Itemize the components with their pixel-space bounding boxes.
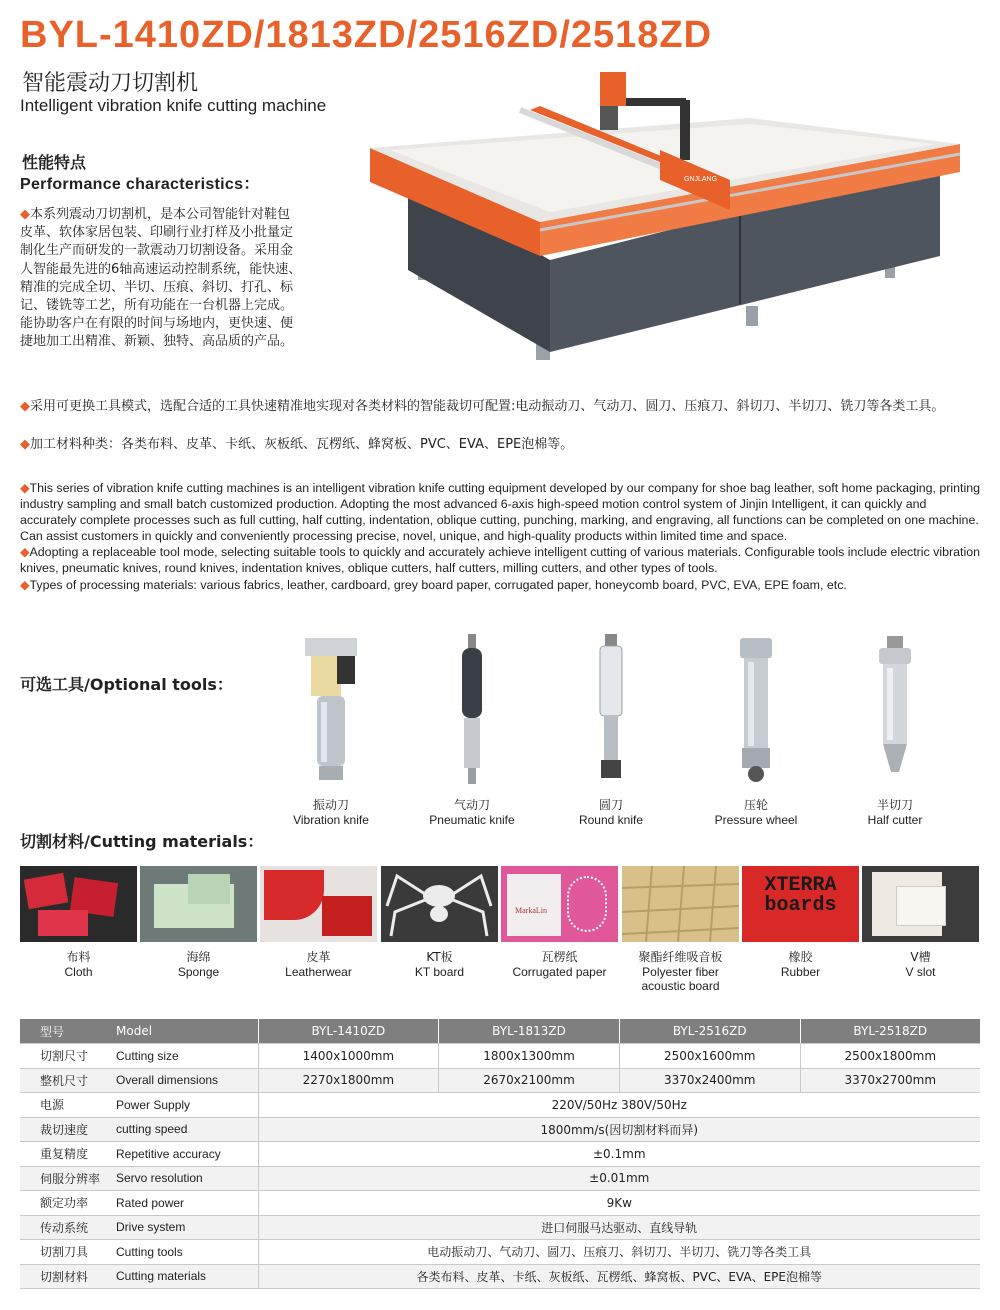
subtitle-chinese: 智能震动刀切割机 xyxy=(22,71,199,96)
table-row: 重复精度 Repetitive accuracy ±0.1mm xyxy=(20,1142,980,1167)
cn-paragraph-3: ◆加工材料种类：各类布料、皮革、卡纸、灰板纸、瓦楞纸、蜂窝板、PVC、EVA、EPE泡棉等。 xyxy=(20,437,574,452)
table-row: 整机尺寸 Overall dimensions 2270x1800mm 2670x2100mm 3370x2400mm 3370x2700mm xyxy=(20,1068,980,1093)
page-title: BYL-1410ZD/1813ZD/2516ZD/2518ZD xyxy=(20,14,713,56)
english-description xyxy=(20,480,982,593)
material-rubber: XTERRA boards 橡胶 Rubber xyxy=(742,866,859,979)
paper-image-text: MarkaLin xyxy=(515,906,547,915)
pneumatic-knife-icon xyxy=(432,632,512,792)
half-cutter-icon xyxy=(855,632,935,792)
table-row: 切割刀具 Cutting tools 电动振动刀、气动刀、圆刀、压痕刀、斜切刀、半切刀、铣刀等各类工具 xyxy=(20,1240,980,1265)
header-model-en: Model xyxy=(110,1019,258,1044)
tool-label-en: Vibration knife xyxy=(293,813,369,827)
header-model-cn: 型号 xyxy=(20,1019,110,1044)
tool-label-cn: 气动刀 xyxy=(453,798,490,812)
tool-pressure-wheel xyxy=(686,632,826,827)
tool-label-en: Pressure wheel xyxy=(714,813,798,827)
diamond-bullet-icon: ◆ xyxy=(20,545,30,560)
corrugated-paper-image xyxy=(501,866,618,942)
kt-board-image xyxy=(381,866,498,942)
subtitle-english: Intelligent vibration knife cutting machine xyxy=(20,96,327,115)
cutting-materials-heading: 切割材料/Cutting materials： xyxy=(20,832,264,851)
header-model-1: BYL-1410ZD xyxy=(258,1019,439,1044)
material-polyester-board: 聚酯纤维吸音板 Polyester fiber acoustic board xyxy=(622,866,739,993)
material-v-slot: V槽 V slot xyxy=(862,866,979,979)
en-paragraph-3: ◆Types of processing materials: various fabrics, leather, cardboard, grey board paper, corrugated paper, honeycomb board, PVC, EVA, EPE foam, etc. xyxy=(20,577,847,592)
pressure-wheel-icon xyxy=(716,632,796,792)
table-row: 伺服分辨率 Servo resolution ±0.01mm xyxy=(20,1166,980,1191)
sponge-image xyxy=(140,866,257,942)
material-sponge: 海绵 Sponge xyxy=(140,866,257,979)
optional-tools-heading: 可选工具/Optional tools： xyxy=(20,675,233,694)
performance-heading-en: Performance characteristics： xyxy=(20,176,260,193)
tool-label-en: Half cutter xyxy=(867,813,923,827)
round-knife-icon xyxy=(571,632,651,792)
rubber-image-text-2: boards xyxy=(764,894,837,917)
table-row: 额定功率 Rated power 9Kw xyxy=(20,1191,980,1216)
spec-table xyxy=(20,1019,980,1289)
header-model-3: BYL-2516ZD xyxy=(619,1019,800,1044)
tool-label-cn: 压轮 xyxy=(743,798,768,812)
vibration-knife-icon xyxy=(291,632,371,792)
diamond-bullet-icon: ◆ xyxy=(20,207,30,222)
performance-heading-cn: 性能特点 xyxy=(22,153,87,172)
table-row: 传动系统 Drive system 进口伺服马达驱动、直线导轨 xyxy=(20,1215,980,1240)
cn-paragraph-1: ◆本系列震动刀切割机，是本公司智能针对鞋包皮革、软体家居包装、印刷行业打样及小批量定制化生产而研发的一款震动刀切割设备。采用金人智能最先进的6轴高速运动控制系统，能快速、精准的完成全切、半切、压痕、斜切、打孔、标记、镂铣等工艺，所有功能在一台机器上完成。能协助客户在有限的时间与场地内，更快速、便捷地加工出精准、新颖、独特、高品质的产品。 xyxy=(20,207,302,350)
material-kt-board: KT板 KT board xyxy=(381,866,498,979)
table-row: 裁切速度 cutting speed 1800mm/s(因切割材料而异) xyxy=(20,1117,980,1142)
rubber-image-text-1: XTERRA xyxy=(764,874,837,897)
diamond-bullet-icon: ◆ xyxy=(20,437,30,452)
cloth-image xyxy=(20,866,137,942)
tool-label-cn: 半切刀 xyxy=(876,798,913,812)
table-row: 切割尺寸 Cutting size 1400x1000mm 1800x1300mm 2500x1600mm 2500x1800mm xyxy=(20,1044,980,1069)
material-corrugated-paper: MarkaLin 瓦楞纸 Corrugated paper xyxy=(501,866,618,979)
table-row: 电源 Power Supply 220V/50Hz 380V/50Hz xyxy=(20,1093,980,1118)
tool-label-en: Pneumatic knife xyxy=(429,813,515,827)
tool-vibration-knife xyxy=(261,632,401,827)
machine-brand: GNJLANG xyxy=(684,176,718,183)
v-slot-image xyxy=(862,866,979,942)
polyester-board-image xyxy=(622,866,739,942)
en-paragraph-1: ◆This series of vibration knife cutting machines is an intelligent vibration knife cutting equipment developed by our company for shoe bag leather, soft home packaging, printing industry sampling and small batch customized production. Adopting the most advanced 6-axis high-speed motion control system of Jinjin Intelligent, it can quickly and accurately complete processes such as full cutting, half cutting, indentation, oblique cutting, punching, marking, and engraving, all functions can be completed on one machine. Can assist customers in quickly and conveniently processing precise, novel, unique, and high-quality products within limited time and space. xyxy=(20,481,981,544)
diamond-bullet-icon: ◆ xyxy=(20,577,30,592)
spec-table-header xyxy=(20,1019,980,1044)
en-paragraph-2: ◆Adopting a replaceable tool mode, selecting suitable tools to quickly and accurately achieve intelligent cutting of various materials. Configurable tools include electric vibration knives, pneumatic knives, round knives, indentation knives, oblique cutters, half cutters, milling cutters, and other types of tools. xyxy=(20,545,981,576)
diamond-bullet-icon: ◆ xyxy=(20,481,30,495)
tool-label-cn: 圆刀 xyxy=(598,798,623,812)
table-row: 切割材料 Cutting materials 各类布料、皮革、卡纸、灰板纸、瓦楞纸、蜂窝板、PVC、EVA、EPE泡棉等 xyxy=(20,1264,980,1289)
diamond-bullet-icon: ◆ xyxy=(20,399,30,414)
header-model-4: BYL-2518ZD xyxy=(800,1019,980,1044)
machine-image xyxy=(350,70,970,370)
rubber-image xyxy=(742,866,859,942)
tool-round-knife xyxy=(541,632,681,827)
material-leather: 皮革 Leatherwear xyxy=(260,866,377,979)
header-model-2: BYL-1813ZD xyxy=(439,1019,620,1044)
material-cloth: 布料 Cloth xyxy=(20,866,137,979)
tool-half-cutter xyxy=(825,632,965,827)
tool-label-cn: 振动刀 xyxy=(312,798,349,812)
leather-image xyxy=(260,866,377,942)
cn-paragraph-2: ◆采用可更换工具模式，选配合适的工具快速精准地实现对各类材料的智能裁切可配置:电动振动刀、气动刀、圆刀、压痕刀、斜切刀、半切刀、铣刀等各类工具。 xyxy=(20,399,945,414)
tool-pneumatic-knife xyxy=(402,632,542,827)
tool-label-en: Round knife xyxy=(578,813,644,827)
